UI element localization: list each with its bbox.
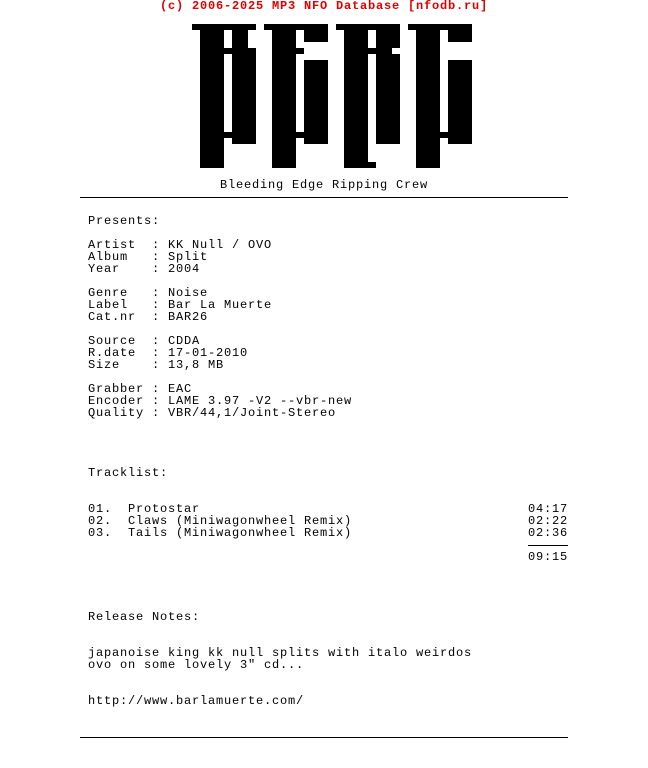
info-separator: :: [152, 334, 169, 348]
info-row: [88, 359, 224, 371]
info-label: Genre: [88, 286, 129, 300]
info-row: [88, 311, 208, 323]
info-separator: :: [152, 346, 169, 360]
info-label: Label: [88, 298, 129, 312]
info-separator: :: [152, 298, 169, 312]
info-value: 2004: [168, 262, 201, 276]
group-logo: [0, 0, 648, 180]
info-value: 17-01-2010: [168, 346, 249, 360]
info-value: 13,8 MB: [168, 358, 225, 372]
release-notes-line: ovo on some lovely 3" cd...: [88, 658, 305, 672]
total-time: 09:15: [527, 550, 568, 564]
track-number: 01.: [88, 502, 113, 516]
track-title: Protostar: [128, 502, 201, 516]
info-label: Year: [88, 262, 121, 276]
info-row: [88, 263, 200, 275]
info-label: Cat.nr: [88, 310, 137, 324]
info-separator: :: [152, 394, 169, 408]
info-separator: :: [152, 310, 169, 324]
track-row: [88, 526, 568, 540]
presents-heading: Presents:: [88, 214, 161, 228]
info-label: Artist: [88, 238, 137, 252]
info-value: Bar La Muerte: [168, 298, 273, 312]
divider: [80, 197, 568, 198]
track-title: Claws (Miniwagonwheel Remix): [128, 514, 353, 528]
track-title: Tails (Miniwagonwheel Remix): [128, 526, 353, 540]
info-value: Split: [168, 250, 209, 264]
info-label: Size: [88, 358, 121, 372]
track-duration: 04:17: [527, 502, 568, 516]
info-value: CDDA: [168, 334, 201, 348]
info-separator: :: [152, 382, 169, 396]
info-value: LAME 3.97 -V2 --vbr-new: [168, 394, 353, 408]
track-number: 02.: [88, 514, 113, 528]
info-separator: :: [152, 250, 169, 264]
info-separator: :: [152, 238, 169, 252]
info-value: KK Null / OVO: [168, 238, 273, 252]
group-name: Bleeding Edge Ripping Crew: [219, 178, 429, 192]
info-separator: :: [152, 406, 169, 420]
divider: [80, 737, 568, 738]
total-divider: [528, 545, 568, 546]
info-label: Grabber: [88, 382, 145, 396]
info-value: VBR/44,1/Joint-Stereo: [168, 406, 337, 420]
info-label: Quality: [88, 406, 145, 420]
info-separator: :: [152, 262, 169, 276]
tracklist-heading: Tracklist:: [88, 466, 169, 480]
label-url-link[interactable]: http://www.barlamuerte.com/: [88, 694, 305, 708]
info-label: Encoder: [88, 394, 145, 408]
info-value: BAR26: [168, 310, 209, 324]
info-label: Album: [88, 250, 129, 264]
info-separator: :: [152, 286, 169, 300]
info-row: [88, 407, 336, 419]
info-label: Source: [88, 334, 137, 348]
info-separator: :: [152, 358, 169, 372]
nfodb-credit: (c) 2006-2025 MP3 NFO Database [nfodb.ru]: [159, 0, 489, 13]
track-duration: 02:22: [527, 514, 568, 528]
info-label: R.date: [88, 346, 137, 360]
release-notes-line: japanoise king kk null splits with italo weirdos: [88, 646, 473, 660]
info-value: Noise: [168, 286, 209, 300]
track-number: 03.: [88, 526, 113, 540]
release-notes-heading: Release Notes:: [88, 610, 201, 624]
track-duration: 02:36: [527, 526, 568, 540]
info-value: EAC: [168, 382, 193, 396]
